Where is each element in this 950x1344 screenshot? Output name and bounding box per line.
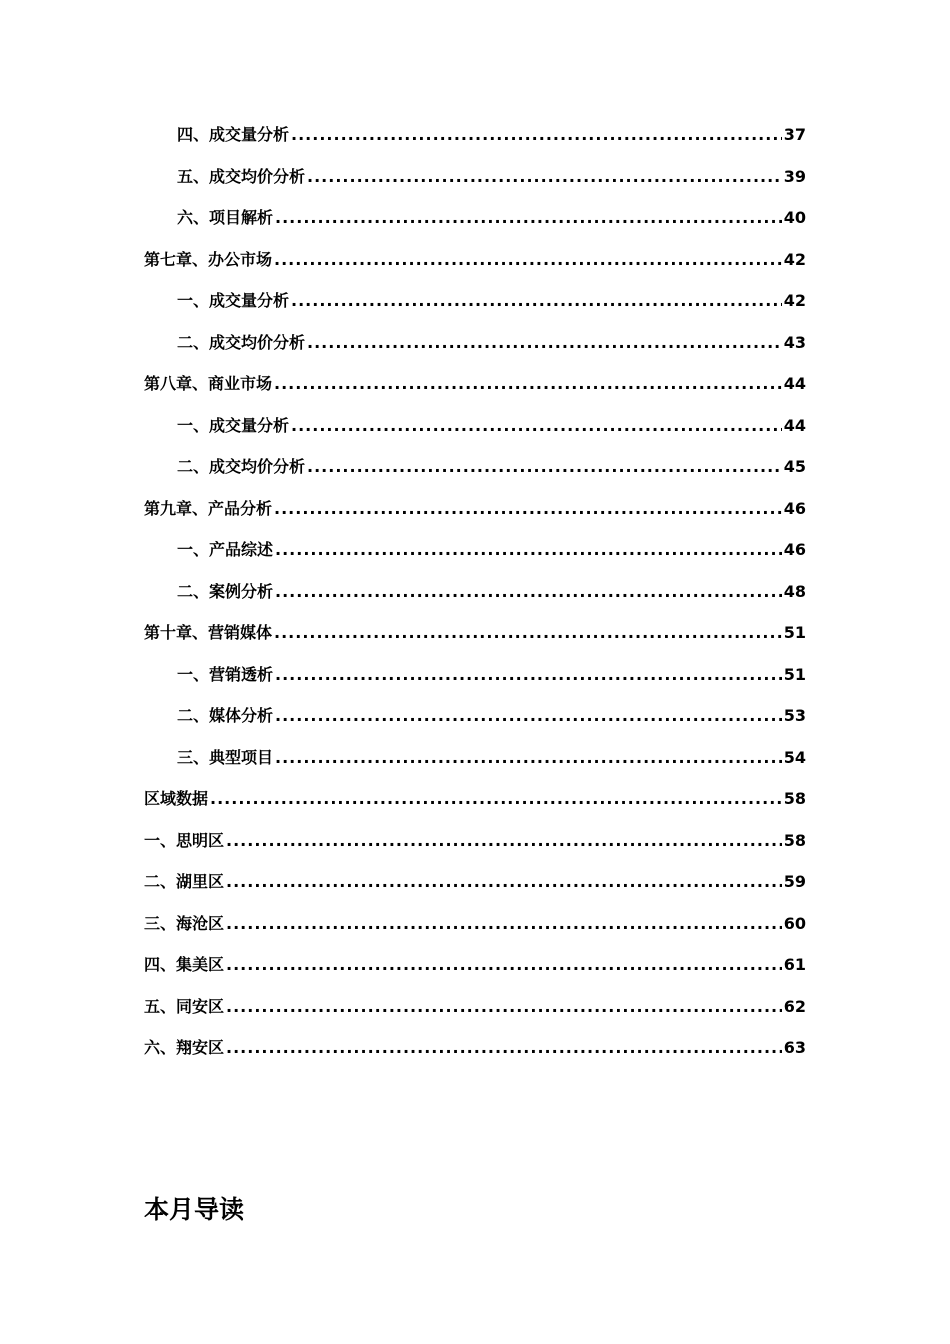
section-heading: 本月导读: [144, 1195, 245, 1224]
toc-entry[interactable]: [144, 197, 806, 239]
toc-entry[interactable]: [144, 695, 806, 737]
toc-entry-label: 四、成交量分析: [177, 125, 290, 144]
toc-dot-leader: [226, 861, 782, 903]
toc-dot-leader: [275, 529, 782, 571]
toc-entry[interactable]: [144, 571, 806, 613]
toc-entry[interactable]: [144, 529, 806, 571]
toc-entry-label: 六、翔安区: [144, 1038, 225, 1057]
toc-page-number: 48: [783, 581, 806, 601]
toc-page-number: 37: [783, 125, 806, 144]
toc-dot-leader: [210, 778, 782, 820]
toc-page-number: 61: [783, 955, 806, 974]
toc-dot-leader: [275, 571, 782, 613]
toc-entry[interactable]: [144, 114, 806, 156]
toc-entry-label: 一、产品综述: [177, 540, 274, 559]
toc-entry-label: 五、同安区: [144, 996, 225, 1016]
toc-entry[interactable]: [144, 737, 806, 779]
toc-entry-label: 一、成交量分析: [177, 291, 290, 310]
toc-entry-label: 第七章、办公市场: [144, 249, 273, 269]
toc-page-number: 60: [783, 913, 806, 933]
toc-entry-label: 第九章、产品分析: [144, 498, 273, 518]
toc-dot-leader: [274, 488, 782, 530]
toc-entry-label: 三、典型项目: [177, 747, 274, 767]
toc-entry[interactable]: [144, 363, 806, 405]
toc-page-number: 62: [783, 996, 806, 1016]
toc-entry-label: 第八章、商业市场: [144, 374, 273, 393]
toc-dot-leader: [226, 1027, 782, 1069]
toc-entry[interactable]: [144, 156, 806, 198]
toc-dot-leader: [275, 654, 782, 696]
toc-dot-leader: [226, 944, 782, 986]
toc-page-number: 46: [783, 540, 806, 559]
toc-page-number: 42: [783, 291, 806, 310]
toc-page-number: 44: [783, 415, 806, 435]
toc-page-number: 58: [783, 789, 806, 808]
toc-entry-label: 五、成交均价分析: [177, 166, 306, 186]
toc-entry[interactable]: [144, 1027, 806, 1069]
toc-dot-leader: [291, 405, 782, 447]
toc-page-number: 46: [783, 498, 806, 518]
toc-dot-leader: [291, 114, 782, 156]
toc-page-number: 51: [783, 664, 806, 684]
toc-page-number: 42: [783, 249, 806, 269]
toc-entry[interactable]: [144, 239, 806, 281]
toc-page-number: 59: [783, 872, 806, 891]
toc-entry-label: 二、案例分析: [177, 581, 274, 601]
toc-entry[interactable]: [144, 903, 806, 945]
toc-dot-leader: [291, 280, 782, 322]
toc-entry[interactable]: [144, 944, 806, 986]
toc-page-number: 44: [783, 374, 806, 393]
toc-entry[interactable]: [144, 861, 806, 903]
toc-entry[interactable]: [144, 488, 806, 530]
toc-entry[interactable]: [144, 654, 806, 696]
toc-entry[interactable]: [144, 778, 806, 820]
toc-page-number: 58: [783, 830, 806, 850]
toc-page-number: 54: [783, 747, 806, 767]
toc-entry[interactable]: [144, 986, 806, 1028]
toc-entry[interactable]: [144, 322, 806, 364]
toc-entry-label: 四、集美区: [144, 955, 225, 974]
toc-page-number: 45: [783, 457, 806, 476]
toc-dot-leader: [307, 322, 782, 364]
toc-entry-label: 一、营销透析: [177, 664, 274, 684]
toc-entry[interactable]: [144, 405, 806, 447]
toc-dot-leader: [275, 737, 782, 779]
toc-dot-leader: [274, 363, 782, 405]
toc-page-number: 43: [783, 332, 806, 352]
toc-dot-leader: [307, 446, 782, 488]
toc-dot-leader: [275, 695, 782, 737]
toc-dot-leader: [275, 197, 782, 239]
toc-entry[interactable]: [144, 446, 806, 488]
toc-entry-label: 二、湖里区: [144, 872, 225, 891]
toc-entry-label: 三、海沧区: [144, 913, 225, 933]
toc-page-number: 63: [783, 1038, 806, 1057]
toc-entry-label: 二、媒体分析: [177, 706, 274, 725]
toc-dot-leader: [226, 986, 782, 1028]
toc-entry-label: 二、成交均价分析: [177, 457, 306, 476]
toc-dot-leader: [226, 903, 782, 945]
table-of-contents: [144, 114, 806, 1069]
toc-entry[interactable]: [144, 612, 806, 654]
toc-entry[interactable]: [144, 280, 806, 322]
toc-page-number: 39: [783, 166, 806, 186]
toc-page-number: 53: [783, 706, 806, 725]
toc-entry-label: 六、项目解析: [177, 208, 274, 227]
toc-dot-leader: [274, 239, 782, 281]
toc-entry[interactable]: [144, 820, 806, 862]
toc-entry-label: 一、成交量分析: [177, 415, 290, 435]
toc-entry-label: 第十章、营销媒体: [144, 623, 273, 642]
toc-dot-leader: [274, 612, 782, 654]
toc-page-number: 51: [783, 623, 806, 642]
toc-page-number: 40: [783, 208, 806, 227]
toc-entry-label: 二、成交均价分析: [177, 332, 306, 352]
toc-dot-leader: [226, 820, 782, 862]
toc-entry-label: 一、思明区: [144, 830, 225, 850]
toc-dot-leader: [307, 156, 782, 198]
toc-entry-label: 区域数据: [144, 789, 209, 808]
